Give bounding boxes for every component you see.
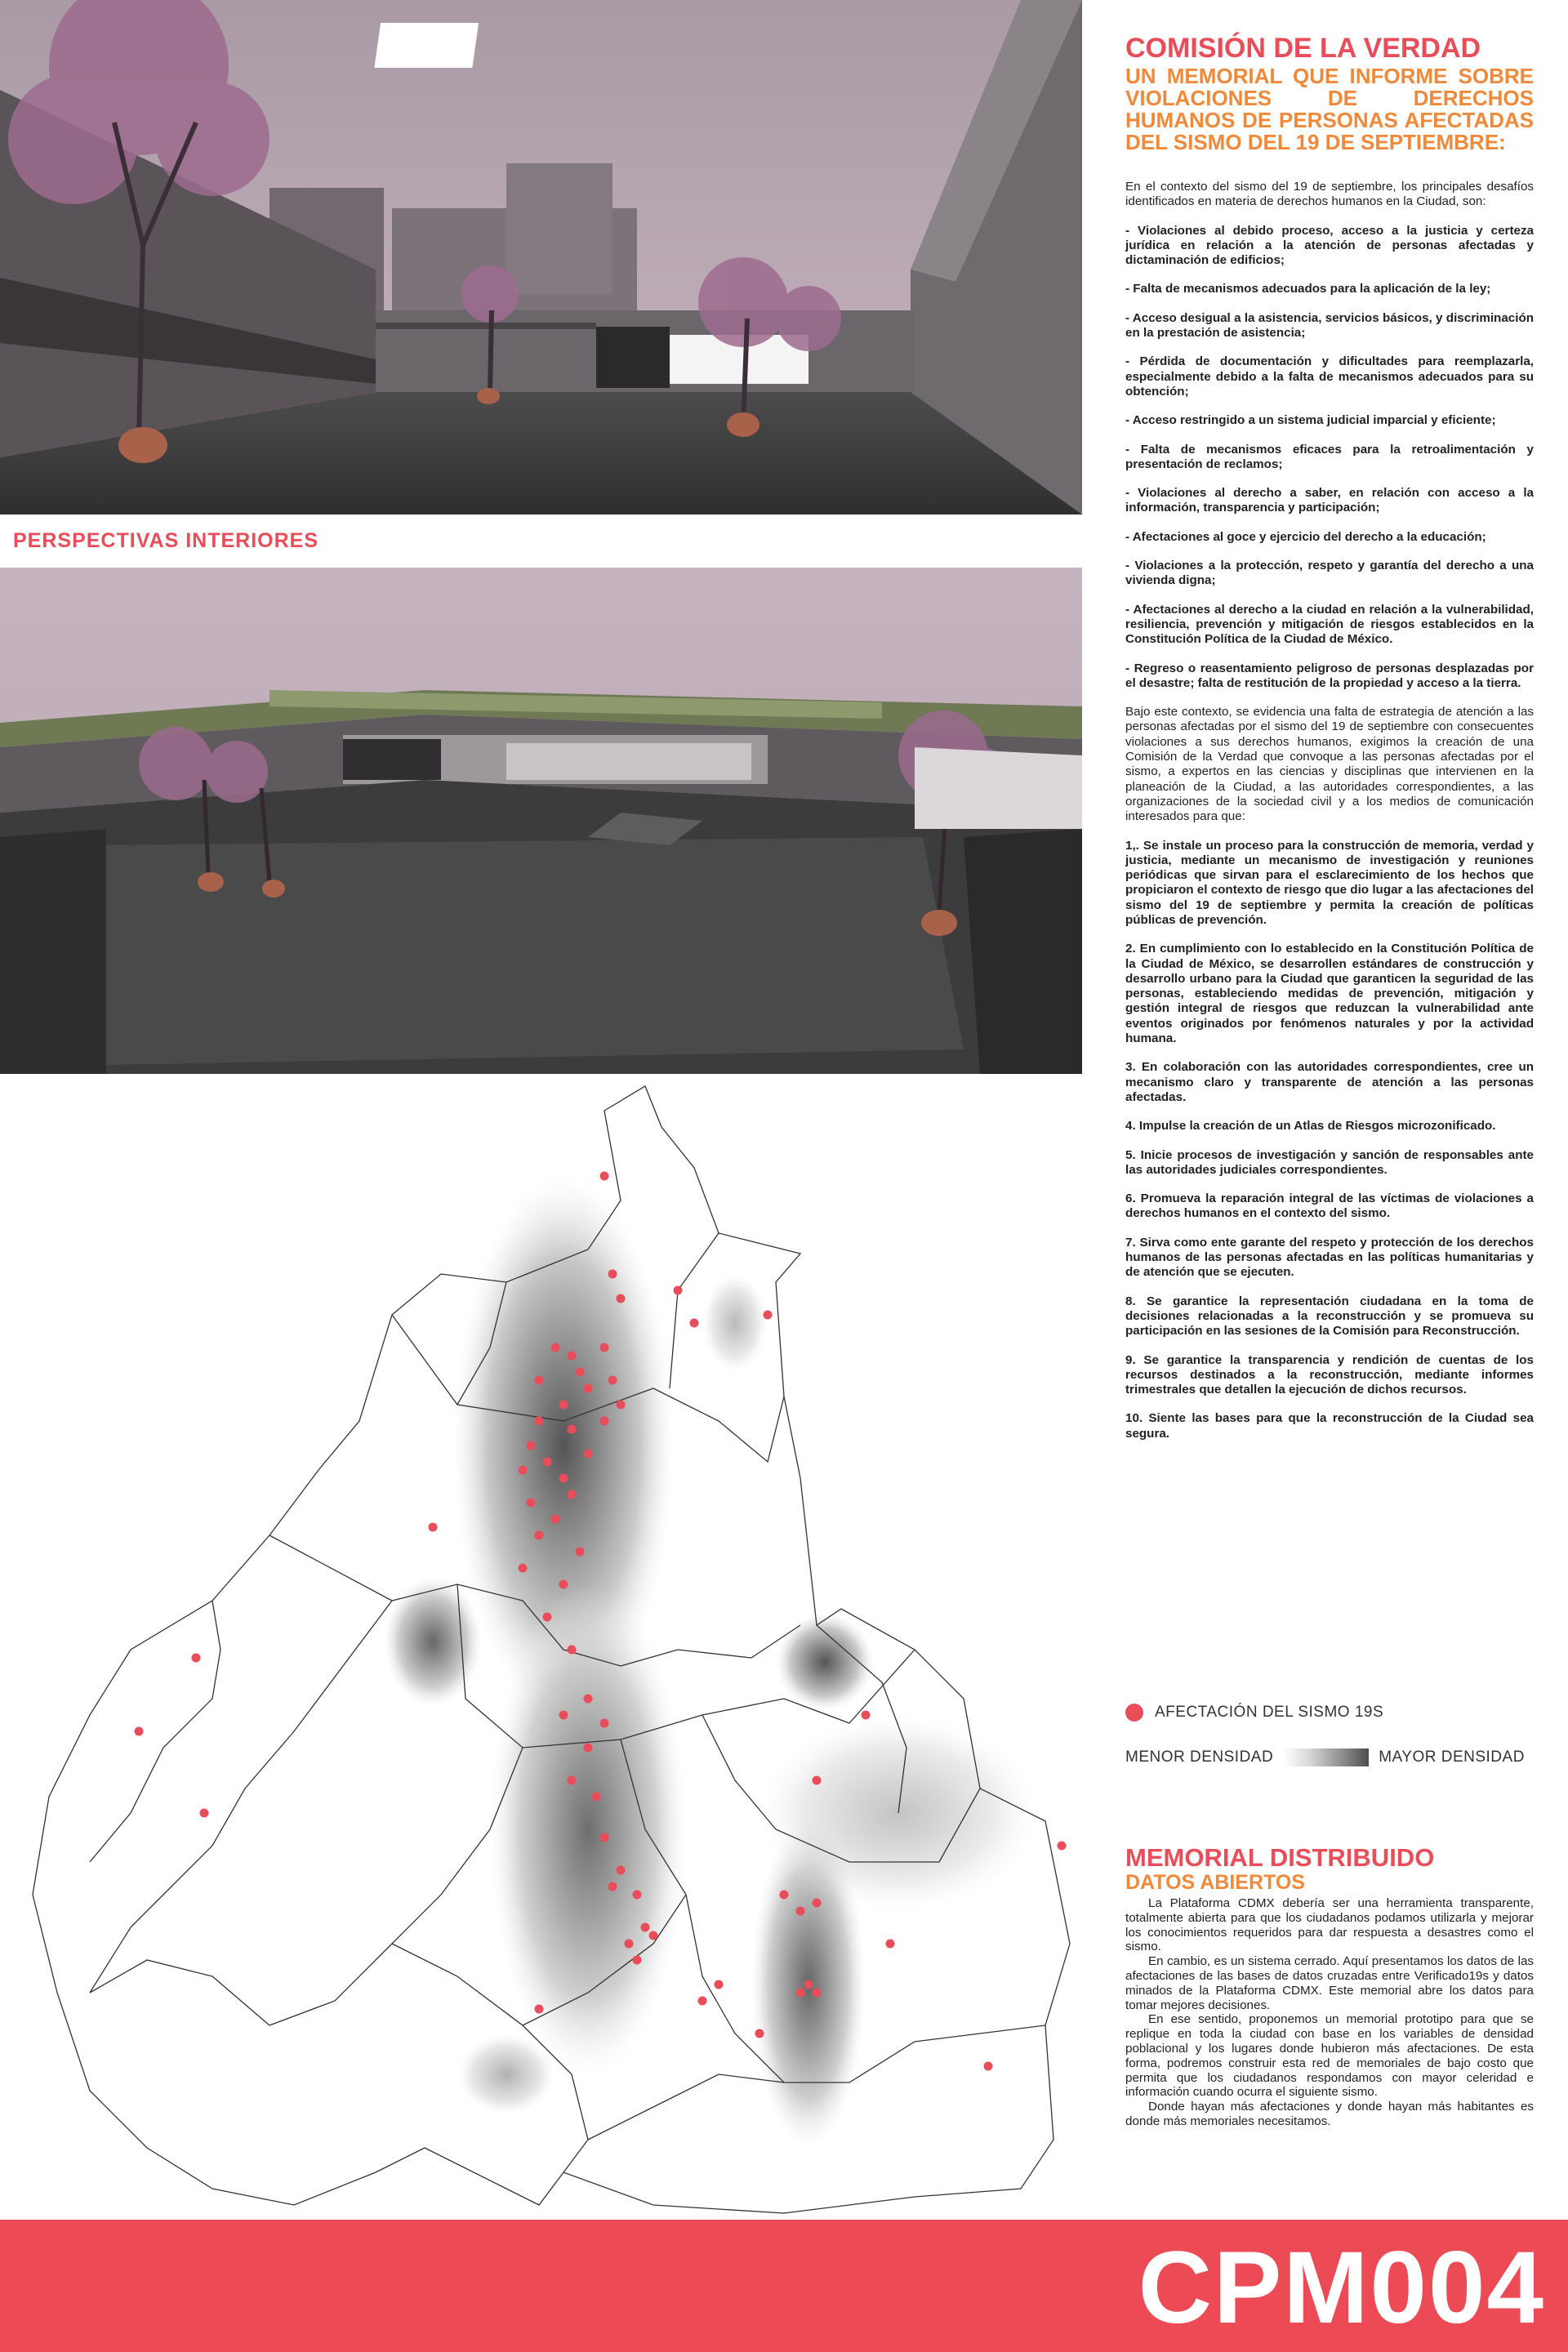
impact-point (576, 1368, 585, 1377)
intro-paragraph: En el contexto del sismo del 19 de septiembre, los principales desafíos identificados en materia de derechos humanos en la Ciudad, son: (1125, 180, 1534, 209)
legend-density (1125, 1748, 1525, 1766)
impact-point (535, 2005, 544, 2014)
impact-dot-icon (1125, 1704, 1143, 1722)
impact-point (135, 1727, 144, 1736)
impact-point (690, 1319, 699, 1328)
impact-point (600, 1417, 609, 1426)
impact-point (559, 1711, 568, 1720)
challenge-item: - Falta de mecanismos eficaces para la retroalimentación y presentación de reclamos; (1125, 442, 1534, 471)
impact-point (608, 1376, 617, 1385)
project-code: CPM004 (1138, 2231, 1545, 2345)
density-map (0, 1078, 1086, 2221)
challenge-item: - Violaciones al debido proceso, acceso a la justicia y certeza jurídica en relación a la atención de personas afectadas y dictaminación de edificios; (1125, 223, 1534, 268)
impact-point (568, 1490, 577, 1499)
impact-point (192, 1654, 201, 1663)
demand-item: 3. En colaboración con las autoridades correspondientes, cree un mecanismo claro y transparente de atención a las personas afectadas. (1125, 1060, 1534, 1104)
challenge-item: - Acceso desigual a la asistencia, servicios básicos, y discriminación en la prestación de asistencia; (1125, 310, 1534, 341)
impact-point (600, 1172, 609, 1181)
challenge-item: - Violaciones a la protección, respeto y garantía del derecho a una vivienda digna; (1125, 559, 1534, 588)
text-column (1125, 33, 1534, 1455)
impact-point (649, 1931, 658, 1940)
impact-point (796, 1907, 805, 1916)
impact-point (600, 1719, 609, 1728)
impact-point (568, 1352, 577, 1361)
impact-point (551, 1515, 560, 1524)
impact-point (559, 1474, 568, 1483)
impact-point (584, 1384, 593, 1393)
memorial-subtitle: DATOS ABIERTOS (1125, 1871, 1305, 1894)
impact-point (559, 1401, 568, 1410)
challenge-item: - Acceso restringido a un sistema judicial imparcial y eficiente; (1125, 413, 1496, 428)
interior-render-bottom (0, 568, 1082, 1074)
impact-point (804, 1980, 813, 1989)
impact-point (527, 1441, 536, 1450)
impact-point (813, 1776, 822, 1785)
legend-impact (1125, 1704, 1383, 1722)
impact-point (568, 1776, 577, 1785)
demand-item: 4. Impulse la creación de un Atlas de Riesgos microzonificado. (1125, 1119, 1496, 1134)
memorial-paragraph: En cambio, es un sistema cerrado. Aquí presentamos los datos de las afectaciones de las bases de datos cruzadas entre Verificado19s y datos minados de la Plataforma CDMX. Este memorial abre los datos para tomar mejores decisiones. (1125, 1954, 1534, 2012)
memorial-paragraph: La Plataforma CDMX debería ser una herramienta transparente, totalmente abierta para que los ciudadanos podamos utilizarla y mejorar los conocimientos requeridos para dar respuesta a desastres como el sismo. (1125, 1896, 1534, 1954)
interior-render-top (0, 0, 1082, 514)
impact-point (617, 1294, 626, 1303)
context-paragraph: Bajo este contexto, se evidencia una falta de estrategia de atención a las personas afectadas por el sismo del 19 de septiembre con consecuentes violaciones a sus derechos humanos, exigimos la creación de una Comisión de la Verdad que convoque a las personas afectadas por el sismo, a expertos en las ciencias y disciplinas que intervienen en la planeación de la Ciudad, a las autoridades correspondientes, a las organizaciones de la sociedad civil y a los medios de comunicación interesados para que: (1125, 705, 1534, 824)
challenge-item: - Falta de mecanismos adecuados para la aplicación de la ley; (1125, 282, 1491, 296)
impact-point (796, 1989, 805, 1998)
impact-point (633, 1956, 642, 1965)
impact-point (813, 1899, 822, 1908)
impact-point (429, 1523, 438, 1532)
impact-point (551, 1343, 560, 1352)
legend-impact-label: AFECTACIÓN DEL SISMO 19S (1155, 1704, 1384, 1721)
challenge-item: - Pérdida de documentación y dificultades para reemplazarla, especialmente debido a la falta de mecanismos adecuados para su obtención; (1125, 354, 1534, 399)
impact-point (535, 1376, 544, 1385)
demand-item: 9. Se garantice la transparencia y rendición de cuentas de los recursos destinados a la reconstrucción, mediante informes trimestrales que detallen la ejecución de dichos recursos. (1125, 1352, 1534, 1397)
legend-high-density: MAYOR DENSIDAD (1379, 1748, 1525, 1766)
challenge-item: - Afectaciones al goce y ejercicio del derecho a la educación; (1125, 529, 1486, 544)
challenge-item: - Regreso o reasentamiento peligroso de personas desplazadas por el desastre; falta de restitución de la propiedad y acceso a la tierra. (1125, 661, 1534, 690)
impact-point (674, 1286, 683, 1295)
impact-point (527, 1499, 536, 1508)
memorial-title: MEMORIAL DISTRIBUIDO (1125, 1843, 1435, 1872)
memorial-paragraph: Donde hayan más afectaciones y donde hayan más habitantes es donde más memoriales necesitamos. (1125, 2100, 1534, 2128)
challenge-item: - Afectaciones al derecho a la ciudad en relación a la vulnerabilidad, resiliencia, prevención y mitigación de riesgos establecidos en la Constitución Política de la Ciudad de México. (1125, 602, 1534, 647)
density-gradient-bar (1283, 1748, 1369, 1766)
impact-point (543, 1458, 552, 1467)
impact-point (568, 1425, 577, 1434)
demand-item: 5. Inicie procesos de investigación y sanción de responsables ante las autoridades judiciales correspondientes. (1125, 1147, 1534, 1177)
density-layer (384, 1176, 1037, 2148)
impact-point (764, 1311, 773, 1320)
demand-item: 2. En cumplimiento con lo establecido en la Constitución Política de la Ciudad de México, se desarrollen estándares de construcción y desarrollo urbano para la Ciudad que garanticen la seguridad de las personas, estableciendo medidas de prevención, mitigación y gestión integral de riesgos que reduzcan la vulnerabilidad ante eventos originados por fenómenos naturales y por la actividad humana. (1125, 942, 1534, 1046)
main-title: COMISIÓN DE LA VERDAD (1125, 33, 1481, 64)
impact-point (519, 1466, 528, 1475)
demand-item: 1,. Se instale un proceso para la construcción de memoria, verdad y justicia, mediante un mecanismo de investigación y reuniones periódicas que sirvan para el esclarecimiento de los hechos que propiciaron el contexto de riesgo que dio lugar a las afectaciones del sismo del 19 de septiembre y permita la creación de políticas públicas de prevención. (1125, 838, 1534, 927)
impact-point (755, 2029, 764, 2038)
impact-point (617, 1866, 626, 1875)
impact-point (576, 1548, 585, 1557)
impact-point (584, 1744, 593, 1753)
memorial-block (1125, 1844, 1534, 2129)
demand-item: 10. Siente las bases para que la reconstrucción de la Ciudad sea segura. (1125, 1411, 1534, 1441)
impact-point (715, 1980, 724, 1989)
impact-point (600, 1833, 609, 1842)
impact-point (535, 1531, 544, 1540)
legend-low-density: MENOR DENSIDAD (1125, 1748, 1274, 1766)
impact-point (600, 1343, 609, 1352)
impact-point (584, 1450, 593, 1459)
impact-point (813, 1989, 822, 1998)
memorial-paragraph: En ese sentido, proponemos un memorial prototipo para que se replique en toda la ciudad con base en los variables de densidad poblacional y los lugares donde hubieron más afectaciones. De esta forma, podremos construir esta red de memoriales de bajo costo que permita que los ciudadanos respondamos con mayor celeridad e información cuando ocurra el siguiente sismo. (1125, 2012, 1534, 2100)
footer-band (0, 2220, 1568, 2352)
impact-point (592, 1793, 601, 1802)
impact-point (200, 1809, 209, 1818)
demand-item: 7. Sirva como ente garante del respeto y protección de los derechos humanos de las personas afectadas en las políticas humanitarias y de atención que se ejecuten. (1125, 1235, 1534, 1280)
impact-point (617, 1401, 626, 1410)
impact-point (780, 1891, 789, 1900)
impact-point (1058, 1842, 1067, 1851)
impact-point (984, 2062, 993, 2071)
impact-point (633, 1891, 642, 1900)
impact-point (862, 1711, 871, 1720)
impact-point (568, 1646, 577, 1655)
demand-item: 6. Promueva la reparación integral de las víctimas de violaciones a derechos humanos en el contexto del sismo. (1125, 1192, 1534, 1221)
impact-point (886, 1940, 895, 1949)
memorial-text (1125, 1896, 1534, 2129)
impact-point (625, 1940, 634, 1949)
section-label-perspectivas: PERSPECTIVAS INTERIORES (13, 529, 318, 552)
impact-point (543, 1613, 552, 1622)
impact-point (519, 1564, 528, 1573)
impact-point (641, 1923, 650, 1932)
impact-point (608, 1270, 617, 1279)
impact-point (559, 1580, 568, 1589)
impact-point (584, 1695, 593, 1704)
body-text (1125, 180, 1534, 1441)
demand-item: 8. Se garantice la representación ciudadana en la toma de decisiones relacionadas a la reconstrucción y se promueva su participación en las sesiones de la Comisión para Reconstrucción. (1125, 1294, 1534, 1339)
impact-point (698, 1997, 707, 2006)
main-subtitle: UN MEMORIAL QUE INFORME SOBRE VIOLACIONES DE DERECHOS HUMANOS DE PERSONAS AFECTADAS DEL SISMO DEL 19 DE SEPTIEMBRE: (1125, 64, 1534, 154)
impact-point (535, 1417, 544, 1426)
challenge-item: - Violaciones al derecho a saber, en relación con acceso a la información, transparencia y participación; (1125, 486, 1534, 515)
impact-point (608, 1882, 617, 1891)
